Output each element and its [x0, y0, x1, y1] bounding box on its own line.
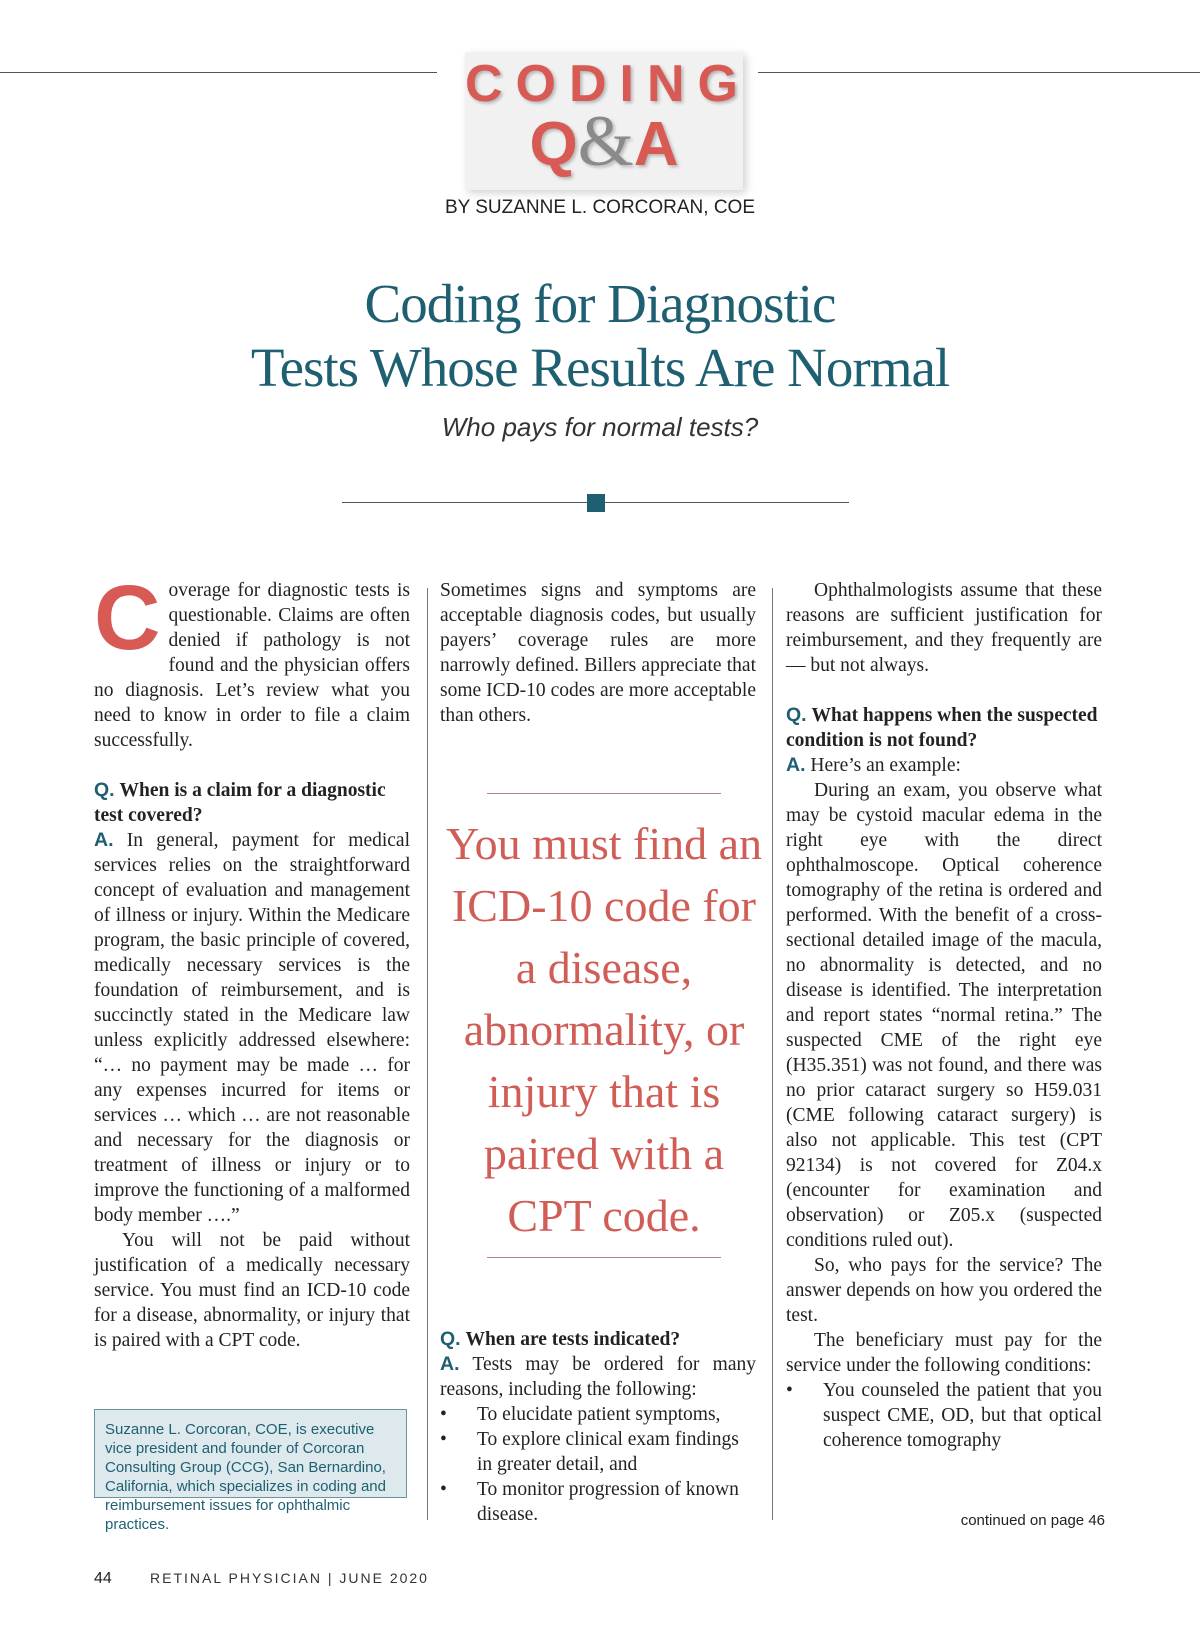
magazine-footer: RETINAL PHYSICIAN | JUNE 2020 — [150, 1570, 429, 1586]
answer-3 — [786, 753, 1102, 778]
q-label: Q. — [440, 1328, 461, 1350]
logo-q: Q — [529, 110, 578, 179]
byline: BY SUZANNE L. CORCORAN, COE — [444, 197, 756, 218]
question-text: When is a claim for a diagnostic test covered? — [94, 780, 386, 826]
column-1 — [94, 567, 410, 1353]
q-label: Q. — [94, 779, 115, 801]
intro-text: overage for diagnostic tests is questionable. Claims are often denied if pathology is not found and the physician offers no diagnosis. Let’s review what you need to know in order to file a claim successfully. — [94, 580, 410, 751]
column-2 — [440, 578, 756, 728]
paragraph: Sometimes signs and symptoms are acceptable diagnosis codes, but usually payers’ coverage rules are more narrowly defined. Billers appreciate that some ICD-10 codes are more acceptable than others. — [440, 580, 756, 726]
list-item — [440, 1402, 756, 1427]
author-bio-box: Suzanne L. Corcoran, COE, is executive vice president and founder of Corcoran Consulting Group (CCG), San Bernardino, California, which specializes in coding and reimbursement issues for ophthalmic practices. — [94, 1409, 407, 1498]
list-item-text: To explore clinical exam findings in greater detail, and — [477, 1429, 739, 1475]
list-item — [440, 1427, 756, 1477]
column-2-lower — [440, 1327, 756, 1527]
question-text: What happens when the suspected condition is not found? — [786, 705, 1098, 751]
paragraph: You will not be paid without justification of a medically necessary service. You must find an ICD-10 code for a disease, abnormality, or injury that is paired with a CPT code. — [94, 1230, 410, 1351]
answer-text: In general, payment for medical services relies on the straightforward concept of evaluation and management of illness or injury. Within the Medicare program, the basic principle of covered, medically necessary services is the foundation of reimbursement, and is succinctly stated in the Medicare law unless explicitly addressed elsewhere: “… no payment may be made … for any expenses incurred for items or services … which … are not reasonable and necessary for the diagnosis or treatment of illness or injury or to improve the functioning of a malformed body member ….” — [94, 830, 410, 1226]
logo-a: A — [633, 110, 679, 179]
question-2 — [440, 1327, 756, 1352]
article-title — [0, 272, 1200, 400]
page-number: 44 — [94, 1570, 112, 1587]
column-separator-1 — [427, 588, 428, 1520]
logo-ampersand: & — [577, 101, 634, 181]
paragraph: The beneficiary must pay for the service under the following conditions: — [786, 1330, 1102, 1376]
paragraph: Ophthalmologists assume that these reasons are sufficient justification for reimbursement, and they frequently are — but not always. — [786, 580, 1102, 676]
list-item-text: To elucidate patient symptoms, — [477, 1404, 721, 1425]
answer-text: Here’s an example: — [810, 755, 961, 776]
bullet-icon: • — [440, 1429, 447, 1450]
header-rule-right — [758, 72, 1200, 73]
question-1 — [94, 778, 410, 828]
title-divider-left — [342, 502, 587, 503]
a-label: A. — [94, 829, 114, 851]
continued-note: continued on page 46 — [960, 1512, 1105, 1529]
coding-qa-logo — [465, 52, 751, 190]
header-rule-left — [0, 72, 437, 73]
logo-qa-text — [465, 101, 743, 181]
list-item — [440, 1477, 756, 1527]
pull-quote: You must find an ICD-10 code for a disease, abnormality, or injury that is paired with a CPT code. — [445, 818, 763, 1241]
answer-1 — [94, 828, 410, 1228]
list-item-text: You counseled the patient that you suspect CME, OD, but that optical coherence tomography — [823, 1380, 1102, 1451]
bullet-icon: • — [786, 1380, 793, 1401]
paragraph: So, who pays for the service? The answer depends on how you ordered the test. — [786, 1255, 1102, 1326]
list-item-text: To monitor progression of known disease. — [477, 1479, 739, 1525]
paragraph: During an exam, you observe what may be cystoid macular edema in the right eye with the direct ophthalmoscope. Optical coherence tomography of the retina is ordered and performed. With the benefit of a cross-sectional detailed image of the macula, no abnormality is detected, and no disease is identified. The interpretation and report states “normal retina.” The suspected CME of the right eye (H35.351) was not found, and there was no prior cataract surgery so H59.031 (CME following cataract surgery) is also not applicable. This test (CPT 92134) is not covered for Z04.x (encounter for examination and observation) or Z05.x (suspected conditions ruled out). — [786, 780, 1102, 1251]
a-label: A. — [786, 754, 806, 776]
drop-cap: C — [94, 567, 161, 669]
title-divider-right — [605, 502, 849, 503]
pull-quote-rule-top — [487, 793, 721, 794]
reasons-list — [440, 1402, 756, 1527]
intro-paragraph — [94, 567, 410, 753]
q-label: Q. — [786, 704, 807, 726]
bullet-icon: • — [440, 1479, 447, 1500]
title-divider-square — [587, 494, 605, 512]
column-separator-2 — [772, 588, 773, 1520]
logo-coding-text: CODING — [465, 55, 751, 113]
question-3 — [786, 703, 1102, 753]
conditions-list — [786, 1378, 1102, 1453]
bullet-icon: • — [440, 1404, 447, 1425]
title-line-2: Tests Whose Results Are Normal — [250, 337, 950, 398]
pull-quote-rule-bottom — [487, 1257, 721, 1258]
question-text: When are tests indicated? — [465, 1329, 681, 1350]
article-subtitle: Who pays for normal tests? — [441, 412, 759, 442]
answer-text: Tests may be ordered for many reasons, including the following: — [440, 1354, 756, 1400]
column-3 — [786, 578, 1102, 1453]
list-item — [786, 1378, 1102, 1453]
title-line-1: Coding for Diagnostic — [364, 273, 836, 334]
a-label: A. — [440, 1353, 460, 1375]
answer-2 — [440, 1352, 756, 1402]
